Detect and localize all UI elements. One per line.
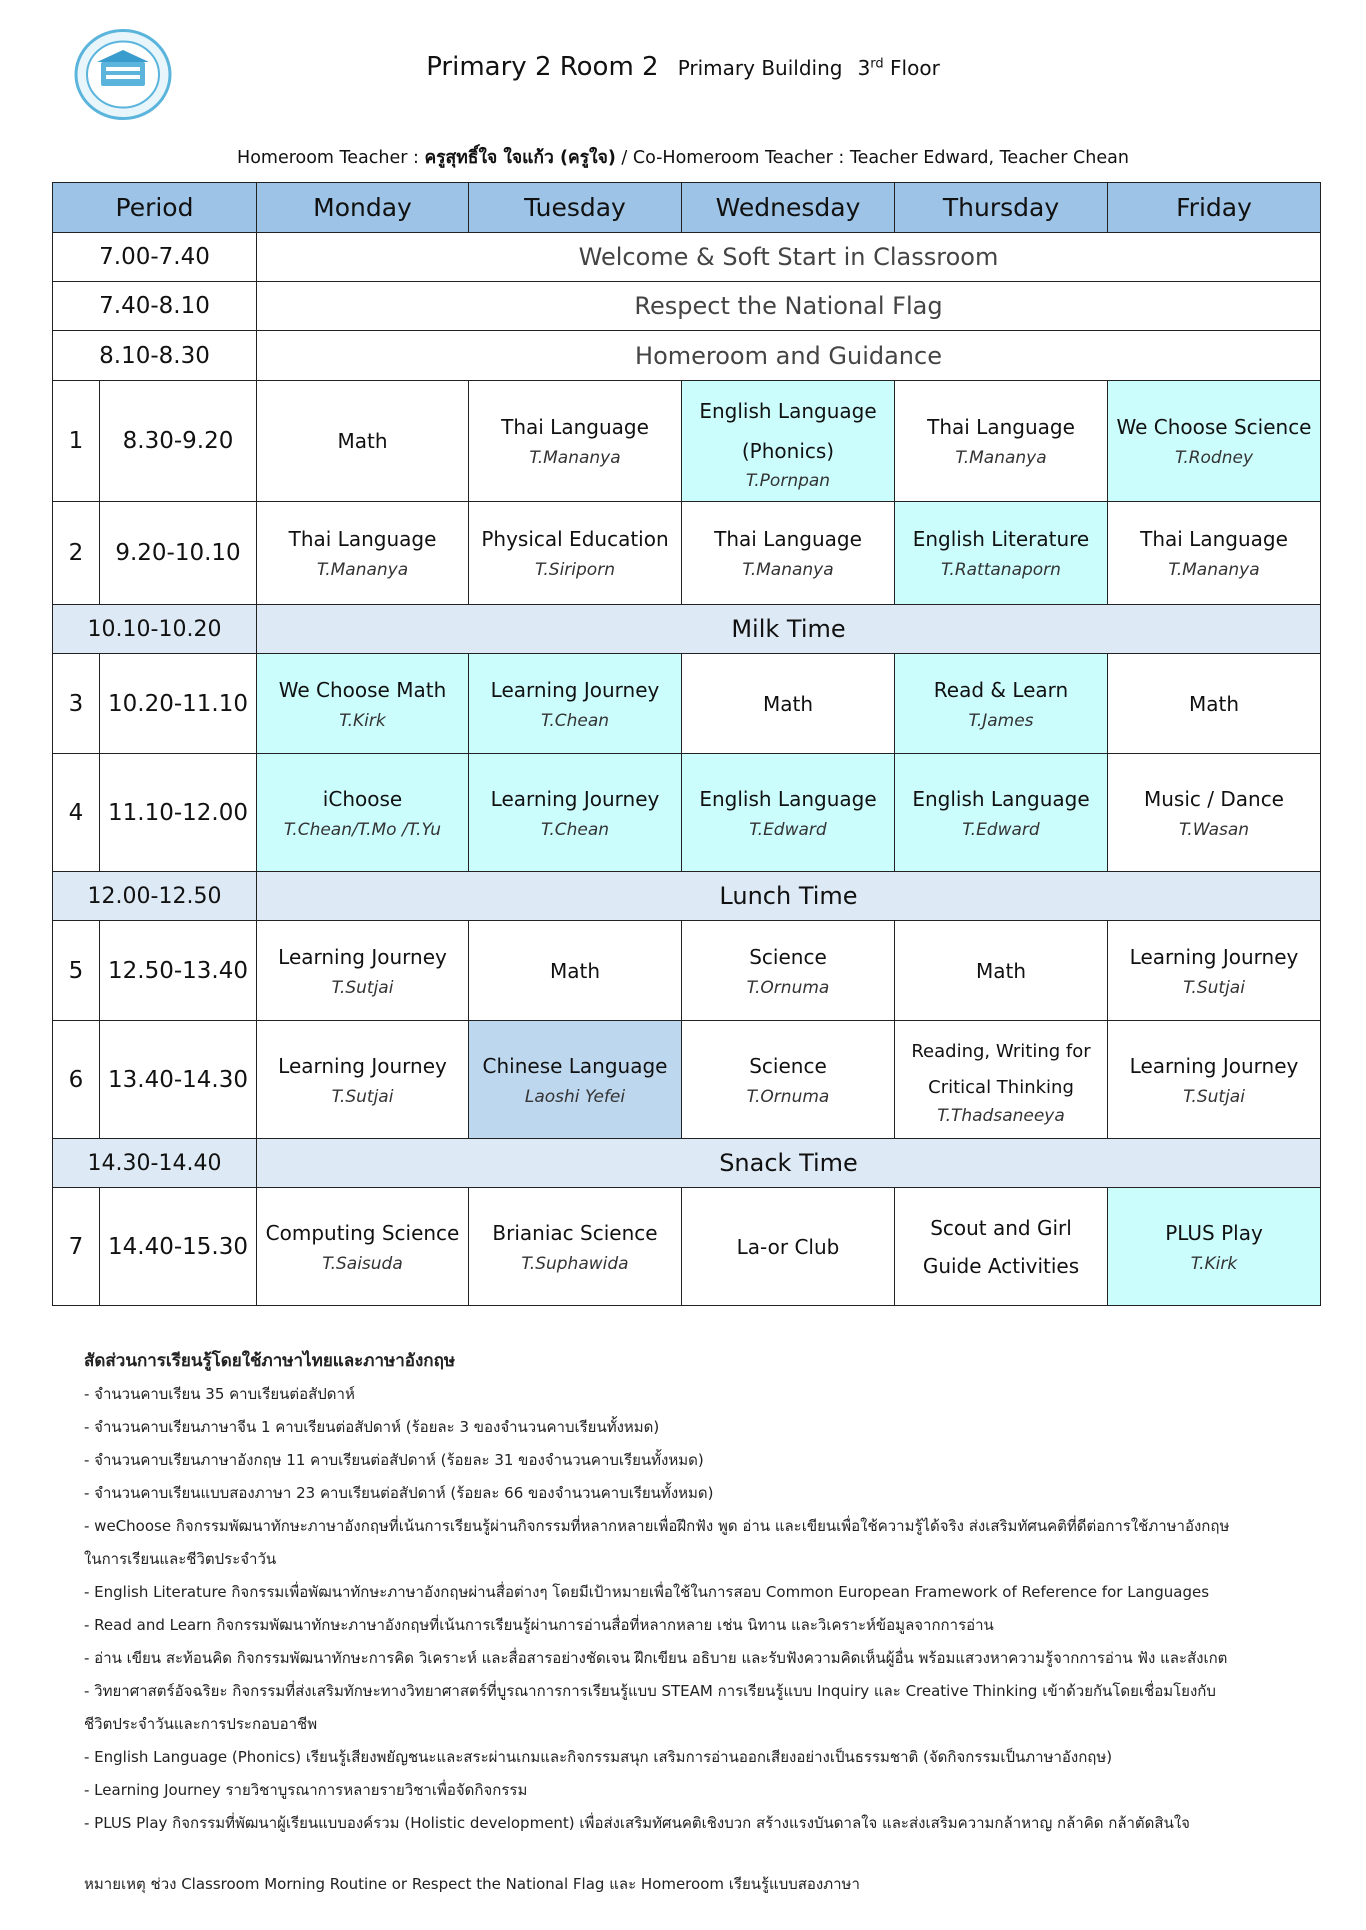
teacher: T.Pornpan <box>745 471 831 491</box>
morning-activity: Respect the National Flag <box>257 282 1321 331</box>
subject: Learning Journey <box>1129 1053 1299 1078</box>
class-cell <box>469 921 682 1021</box>
subject: Math <box>549 958 601 983</box>
note-line: - จำนวนคาบเรียน 35 คาบเรียนต่อสัปดาห์ <box>84 1385 355 1403</box>
teacher: T.Wasan <box>1178 819 1250 840</box>
class-cell <box>469 381 682 502</box>
period-number: 6 <box>53 1021 100 1139</box>
title-building: Primary Building <box>677 56 843 80</box>
subject: Math <box>337 429 388 453</box>
break-row-lunch <box>53 872 1321 921</box>
subject: Music / Dance <box>1144 786 1284 811</box>
note-line: - English Language (Phonics) เรียนรู้เสียงพยัญชนะและสระผ่านเกมและกิจกรรมสนุก เสริมการอ่านออกเสียงอย่างเป็นธรรมชาติ (จัดกิจกรรมเป็นภาษาอังกฤษ) <box>84 1748 1113 1766</box>
teacher: T.Mananya <box>742 560 834 580</box>
teacher: Laoshi Yefei <box>524 1086 626 1107</box>
note-line: - Read and Learn กิจกรรมพัฒนาทักษะภาษาอังกฤษที่เน้นการเรียนรู้ผ่านการอ่านสื่อที่หลากหลาย เช่น นิทาน และวิเคราะห์ข้อมูลจากการอ่าน <box>84 1616 994 1634</box>
teacher: T.Kirk <box>1190 1253 1238 1274</box>
class-cell <box>682 754 895 872</box>
class-cell <box>682 381 895 502</box>
subject: Thai Language <box>714 527 862 551</box>
subject: Math <box>762 691 814 716</box>
class-cell <box>1108 502 1321 605</box>
subject: Learning Journey <box>278 944 447 969</box>
note-line: - จำนวนคาบเรียนภาษาอังกฤษ 11 คาบเรียนต่อสัปดาห์ (ร้อยละ 31 ของจำนวนคาบเรียนทั้งหมด) <box>84 1451 704 1469</box>
subject: Thai Language <box>288 527 437 551</box>
subject: iChoose <box>322 786 403 811</box>
period-row-6 <box>53 1021 1321 1139</box>
title-floor <box>858 56 940 80</box>
teacher: T.Sutjai <box>1183 977 1245 998</box>
subject: We Choose Science <box>1116 415 1312 439</box>
class-cell <box>895 1188 1108 1306</box>
teacher: T.Rodney <box>1174 448 1254 468</box>
class-cell <box>895 754 1108 872</box>
period-time: 12.50-13.40 <box>100 921 257 1021</box>
break-label: Lunch Time <box>257 872 1321 921</box>
class-cell <box>469 1021 682 1139</box>
break-time: 12.00-12.50 <box>53 872 257 921</box>
title-room: Primary 2 Room 2 <box>426 52 659 82</box>
note-line: - English Literature กิจกรรมเพื่อพัฒนาทักษะภาษาอังกฤษผ่านสื่อต่างๆ โดยมีเป้าหมายเพื่อใช้ในการสอบ Common European Framework of Reference for Languages <box>84 1583 1210 1601</box>
header-row <box>53 183 1321 233</box>
subject: Thai Language <box>501 415 649 439</box>
class-cell <box>469 502 682 605</box>
teacher: T.Mananya <box>1168 560 1260 580</box>
class-cell <box>1108 754 1321 872</box>
subject: Thai Language <box>927 415 1075 439</box>
break-row-milk <box>53 605 1321 654</box>
subject: Brianiac Science <box>492 1220 658 1245</box>
teacher: T.Ornuma <box>746 977 830 998</box>
class-cell <box>1108 921 1321 1021</box>
class-cell <box>682 1188 895 1306</box>
period-number: 7 <box>53 1188 100 1306</box>
morning-time: 7.00-7.40 <box>53 233 257 282</box>
period-row-4 <box>53 754 1321 872</box>
notes-section <box>84 1345 1324 1840</box>
subject: Math <box>975 958 1027 983</box>
subject: PLUS Play <box>1165 1220 1263 1245</box>
teacher: T.Mananya <box>529 448 621 468</box>
teacher: T.Saisuda <box>322 1253 403 1274</box>
period-number: 5 <box>53 921 100 1021</box>
period-row-1 <box>53 381 1321 502</box>
period-time: 14.40-15.30 <box>100 1188 257 1306</box>
subject: Physical Education <box>481 527 669 551</box>
note-line: - weChoose กิจกรรมพัฒนาทักษะภาษาอังกฤษที่เน้นการเรียนรู้ผ่านกิจกรรมที่หลากหลายเพื่อฝึกฟัง พูด อ่าน และเขียนเพื่อใช้ความรู้ได้จริง ส่งเสริมทัศนคติที่ดีต่อการใช้ภาษาอังกฤษ <box>84 1517 1230 1535</box>
class-cell <box>469 754 682 872</box>
class-cell <box>469 654 682 754</box>
note-line: ในการเรียนและชีวิตประจำวัน <box>84 1550 277 1568</box>
class-cell <box>895 654 1108 754</box>
co-homeroom-label: / Co-Homeroom Teacher : Teacher Edward, Teacher Chean <box>615 148 1129 168</box>
header-thursday: Thursday <box>895 183 1108 233</box>
period-time: 9.20-10.10 <box>100 502 257 605</box>
subject: Learning Journey <box>490 786 660 811</box>
break-row-snack <box>53 1139 1321 1188</box>
teacher: T.Ornuma <box>746 1086 830 1107</box>
teacher: T.Mananya <box>955 448 1047 468</box>
break-time: 10.10-10.20 <box>53 605 257 654</box>
teacher: T.Sutjai <box>331 1086 394 1107</box>
class-cell <box>1108 1188 1321 1306</box>
period-number: 2 <box>53 502 100 605</box>
subject: Science <box>749 1053 827 1078</box>
subject: Scout and Girl Guide Activities <box>922 1215 1080 1278</box>
period-number: 3 <box>53 654 100 754</box>
subject: Reading, Writing for Critical Thinking <box>911 1040 1091 1098</box>
period-number: 4 <box>53 754 100 872</box>
subject: Read & Learn <box>933 677 1069 702</box>
morning-time: 7.40-8.10 <box>53 282 257 331</box>
teacher: T.James <box>968 710 1034 731</box>
morning-time: 8.10-8.30 <box>53 331 257 381</box>
teacher: T.Chean <box>540 710 610 731</box>
class-cell <box>682 502 895 605</box>
note-line: - Learning Journey รายวิชาบูรณาการหลายรายวิชาเพื่อจัดกิจกรรม <box>84 1781 528 1799</box>
class-cell <box>682 921 895 1021</box>
morning-row <box>53 233 1321 282</box>
class-cell <box>895 381 1108 502</box>
period-time: 8.30-9.20 <box>100 381 257 502</box>
notes-title: สัดส่วนการเรียนรู้โดยใช้ภาษาไทยและภาษาอังกฤษ <box>84 1351 456 1371</box>
subject: English Literature <box>912 527 1090 551</box>
period-row-7 <box>53 1188 1321 1306</box>
timetable <box>52 182 1321 1306</box>
class-cell <box>257 502 469 605</box>
header-monday: Monday <box>257 183 469 233</box>
subject: La-or Club <box>736 1234 840 1259</box>
subject: Math <box>1188 691 1240 716</box>
period-row-2 <box>53 502 1321 605</box>
header-wednesday: Wednesday <box>682 183 895 233</box>
teacher: T.Kirk <box>339 710 386 731</box>
class-cell <box>895 1021 1108 1139</box>
class-cell <box>257 654 469 754</box>
period-row-5 <box>53 921 1321 1021</box>
note-line: - จำนวนคาบเรียนแบบสองภาษา 23 คาบเรียนต่อสัปดาห์ (ร้อยละ 66 ของจำนวนคาบเรียนทั้งหมด) <box>84 1484 714 1502</box>
header-friday: Friday <box>1108 183 1321 233</box>
class-cell <box>257 754 469 872</box>
subject: Computing Science <box>265 1220 460 1245</box>
note-line: - จำนวนคาบเรียนภาษาจีน 1 คาบเรียนต่อสัปดาห์ (ร้อยละ 3 ของจำนวนคาบเรียนทั้งหมด) <box>84 1418 660 1436</box>
period-time: 13.40-14.30 <box>100 1021 257 1139</box>
subject: Science <box>749 944 827 969</box>
subject: English Language (Phonics) <box>699 399 877 463</box>
teacher: T.Chean <box>540 819 610 840</box>
title-floor-sup: rd <box>870 56 884 72</box>
subject: We Choose Math <box>278 677 447 702</box>
class-cell <box>895 502 1108 605</box>
subject: Learning Journey <box>490 677 660 702</box>
class-cell <box>682 654 895 754</box>
teacher: T.Edward <box>962 819 1040 840</box>
note-line: - อ่าน เขียน สะท้อนคิด กิจกรรมพัฒนาทักษะการคิด วิเคราะห์ และสื่อสารอย่างชัดเจน ฝึกเขียน อธิบาย และรับฟังความคิดเห็นผู้อื่น พร้อมแสวงหาความรู้จากการอ่าน ฟัง และสังเกต <box>84 1649 1228 1667</box>
class-cell <box>469 1188 682 1306</box>
break-time: 14.30-14.40 <box>53 1139 257 1188</box>
morning-activity: Welcome & Soft Start in Classroom <box>257 233 1321 282</box>
period-number: 1 <box>53 381 100 502</box>
class-cell <box>257 1021 469 1139</box>
morning-row <box>53 331 1321 381</box>
class-cell <box>1108 1021 1321 1139</box>
class-cell <box>257 1188 469 1306</box>
teacher: T.Mananya <box>316 560 409 580</box>
morning-row <box>53 282 1321 331</box>
homeroom-label: Homeroom Teacher : <box>237 148 425 168</box>
break-label: Milk Time <box>257 605 1321 654</box>
teacher: T.Thadsaneeya <box>937 1105 1065 1126</box>
subject: Thai Language <box>1140 527 1288 551</box>
class-cell <box>1108 654 1321 754</box>
morning-activity: Homeroom and Guidance <box>257 331 1321 381</box>
teacher: T.Suphawida <box>521 1253 629 1274</box>
remark-note: หมายเหตุ ช่วง Classroom Morning Routine or Respect the National Flag และ Homeroom เรียนรู้แบบสองภาษา <box>84 1875 860 1893</box>
teacher: T.Edward <box>749 819 827 840</box>
page-title <box>0 52 1366 82</box>
period-row-3 <box>53 654 1321 754</box>
class-cell <box>895 921 1108 1021</box>
note-line: ชีวิตประจำวันและการประกอบอาชีพ <box>84 1715 318 1733</box>
teachers-line <box>0 143 1366 171</box>
subject: English Language <box>912 786 1090 811</box>
class-cell <box>682 1021 895 1139</box>
subject: Chinese Language <box>482 1053 668 1078</box>
class-cell <box>257 381 469 502</box>
title-floor-num: 3 <box>857 56 871 80</box>
teacher: T.Chean/T.Mo /T.Yu <box>283 819 442 840</box>
teacher: T.Rattanaporn <box>941 560 1061 580</box>
subject: Learning Journey <box>1129 944 1299 969</box>
class-cell <box>257 921 469 1021</box>
break-label: Snack Time <box>257 1139 1321 1188</box>
subject: Learning Journey <box>278 1053 447 1078</box>
subject: English Language <box>699 786 877 811</box>
class-cell <box>1108 381 1321 502</box>
title-floor-word: Floor <box>890 56 940 80</box>
teacher: T.Sutjai <box>1183 1086 1245 1107</box>
header-tuesday: Tuesday <box>469 183 682 233</box>
teacher: T.Sutjai <box>331 977 394 998</box>
period-time: 11.10-12.00 <box>100 754 257 872</box>
teacher: T.Siriporn <box>535 560 615 580</box>
header-period: Period <box>53 183 257 233</box>
note-line: - PLUS Play กิจกรรมที่พัฒนาผู้เรียนแบบองค์รวม (Holistic development) เพื่อส่งเสริมทัศนคติเชิงบวก สร้างแรงบันดาลใจ และส่งเสริมความกล้าหาญ กล้าคิด กล้าตัดสินใจ <box>84 1814 1190 1832</box>
period-time: 10.20-11.10 <box>100 654 257 754</box>
note-line: - วิทยาศาสตร์อัจฉริยะ กิจกรรมที่ส่งเสริมทักษะทางวิทยาศาสตร์ที่บูรณาการการเรียนรู้แบบ STEAM การเรียนรู้แบบ Inquiry และ Creative Thinking เข้าด้วยกันโดยเชื่อมโยงกับ <box>84 1682 1216 1700</box>
homeroom-teacher: ครูสุทธิ์ใจ ใจแก้ว (ครูใจ) <box>424 148 616 168</box>
